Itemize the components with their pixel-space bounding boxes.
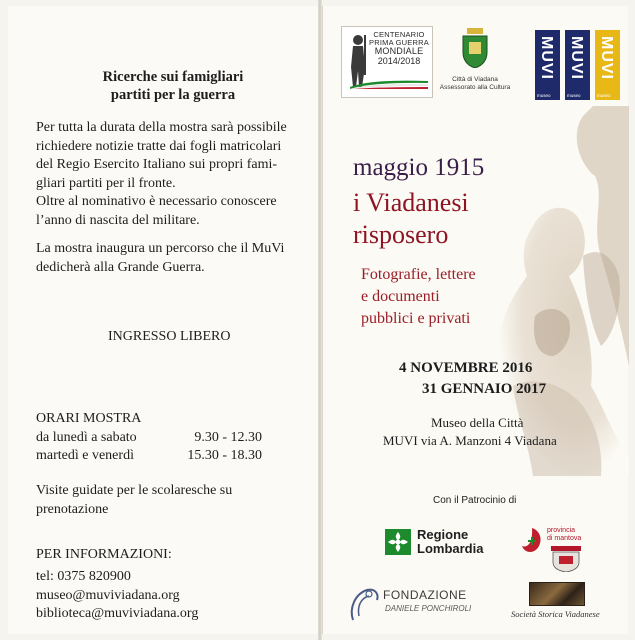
- email-library[interactable]: biblioteca@muviviadana.org: [36, 606, 199, 621]
- guided-visits: Visite guidate per le scolaresche su prenotazione: [36, 483, 233, 517]
- lombardia-rose-icon: [385, 529, 411, 555]
- title-main-cont: risposero: [353, 220, 449, 249]
- regione-lombardia-logo: Regione Lombardia: [385, 528, 483, 556]
- centenary-title: CENTENARIO PRIMA GUERRA MONDIALE: [369, 30, 429, 56]
- foundation-emblem-icon: [347, 586, 381, 622]
- date-start: 4 NOVEMBRE 2016: [399, 360, 533, 376]
- muvi-logo-tile: MUVI museo: [595, 30, 620, 100]
- society-emblem-image: [529, 582, 585, 606]
- research-heading: Ricerche sui famigliari partiti per la guerra: [102, 69, 244, 103]
- email-museum[interactable]: museo@muviviadana.org: [36, 587, 180, 603]
- phone: tel: 0375 820900: [36, 569, 131, 584]
- right-panel: [322, 6, 628, 634]
- exhibition-paragraph: La mostra inaugura un percorso che il MuVi dedicherà alla Grande Guerra.: [36, 241, 285, 275]
- fondazione-ponchiroli-logo: FONDAZIONE DANIELE PONCHIROLI: [347, 584, 487, 624]
- exhibition-dates: [399, 358, 546, 400]
- venue: Museo della Città MUVI via A. Manzoni 4 Viadana: [383, 415, 557, 448]
- title-main: i Viadanesi: [353, 188, 469, 217]
- centenary-logo: [341, 26, 433, 98]
- provincia-coat-of-arms-icon: [549, 546, 583, 572]
- hours-row: martedì e venerdì 15.30 - 18.30: [36, 448, 262, 463]
- subtitle: Fotografie, lettere e documenti pubblici e privati: [361, 266, 476, 327]
- provincia-mark-icon: [519, 526, 545, 556]
- hours-title: ORARI MOSTRA: [36, 411, 142, 426]
- left-panel: [8, 6, 318, 634]
- patronage-label: Con il Patrocinio di: [433, 495, 517, 506]
- provincia-mantova-logo: provincia di mantova: [519, 524, 595, 574]
- town-crest-icon: [461, 28, 489, 68]
- contacts: [36, 568, 308, 624]
- italian-flag-ribbon: [350, 79, 428, 89]
- muvi-logo-tile: MUVI museo: [535, 30, 560, 100]
- town-caption: Città di Viadana Assessorato alla Cultura: [439, 76, 511, 91]
- free-entry: INGRESSO LIBERO: [108, 329, 231, 344]
- viadana-town-logo: [439, 28, 511, 91]
- opening-hours: [36, 410, 308, 466]
- centenary-years: 2014/2018: [377, 56, 421, 66]
- research-paragraph: Per tutta la durata della mostra sarà possibile richiedere notizie tratte dai fogli matricolari del Regio Esercito Italiano sui propri fami- gliari partiti per il fronte. Oltre al nominativo è necessario conoscere l’anno di nascita del militare.: [36, 120, 287, 228]
- hours-row: da lunedì a sabato 9.30 - 12.30: [36, 429, 262, 445]
- muvi-logo-tile: MUVI museo: [565, 30, 590, 100]
- title-date: maggio 1915: [353, 154, 485, 181]
- date-end: 31 GENNAIO 2017: [422, 381, 547, 397]
- societa-storica-logo: Società Storica Viadanese: [511, 582, 607, 619]
- info-title: PER INFORMAZIONI:: [36, 547, 172, 562]
